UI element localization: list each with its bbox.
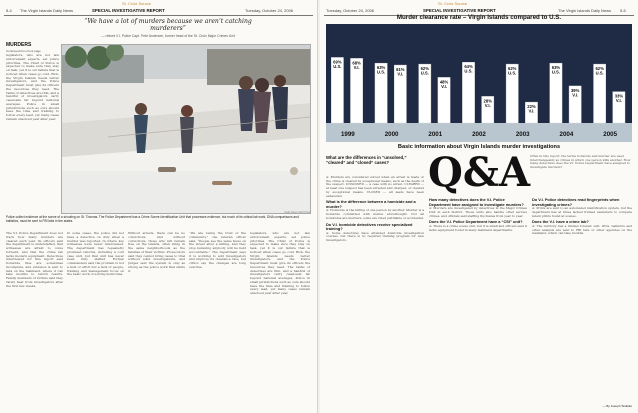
qa-answer-2: A: Homicide is the killing of one person by another. Murder is a homicide committed with malice aforethought. Not all homicides are murders; some are ruled justifiable or accidental. xyxy=(326,208,424,220)
story-column-1: legislators, who are not law enforcement experts, set police priorities. The Chief of Police is expected to make sure they stay on task, yet it is our failure that is noticed when cases go cold. Rick, the Virgin Islands needs better investigators, and the Police Department must give its officers the resources they need. The ranks of detectives are thin, and a handful of investigators carry caseloads far beyond national averages. Police in small jurisdictions such as ours should have the time and training to follow every lead, yet many cases remain unsolved year after year. xyxy=(6,54,59,121)
story-column-3: In some cases, the police did not have a detective on duty when a murder was reported. In others, key witnesses were never interviewed. The department has repeatedly promised reforms, including a cold case unit, but that unit has never been fully staffed. Former commanders said the problem is not a lack of effort but a lack of people, training and management focus on the basic work of solving homicides. xyxy=(67,232,124,277)
data-label-vi-2004: 39% xyxy=(570,87,580,93)
qa-answer-1: A: Murders are considered solved when an arrest is made or the crime is cleared by exceptional means, such as the death of the suspect. UNSOLVED — a case with no arrest. CLEARED — at least one suspect has been arrested and charged, or cleared by exceptional means. CLOSED — all leads have been exhausted. xyxy=(326,176,424,198)
qa-answer-3: A: Murders are investigated by detectives in the Major Crimes Unit in each district. Those units also handle other serious crimes, and officials said staffing fluctuates from year to year. xyxy=(429,206,527,218)
info-section-title: Basic information about Virgin Islands murder investigations xyxy=(397,144,561,150)
data-label-vi-2001: 48% xyxy=(439,79,449,85)
story-column-6: legislators, who are not law enforcement experts, set police priorities. The Chief of Police is expected to make sure they stay on task, yet it is our failure that is noticed when cases go cold. Rick, the Virgin Islands needs better investigators, and the Police Department must give its officers the resources they need. The ranks of detectives are thin, and a handful of investigators carry caseloads far beyond national averages. Police in small jurisdictions such as ours should have the time and training to follow every lead, yet many cases remain unsolved year after year. xyxy=(250,232,310,295)
qa-answer-5: A: Prints are sent to an automated identification system, but the department has at times lacked trained examiners to compare latent prints found at scenes. xyxy=(532,206,632,218)
qa-question-3: How many detectives does the V.I. Police Department have assigned to investigate murders? xyxy=(429,197,524,207)
qa-column-1 xyxy=(326,176,424,408)
qa-intro-question: What are the differences in “unsolved,” “cleared” and “closed” cases? xyxy=(326,155,407,165)
data-label-vi-1999: 68% xyxy=(352,60,361,66)
qa-question-6: Does the V.I. Police Department have a “CSI” unit? xyxy=(429,219,523,225)
left-date: Tuesday, October 24, 2006 xyxy=(245,8,294,13)
qa-answer-7: A: Some detectives have attended homicide investigation courses, but there is no required training program for new investigators. xyxy=(326,230,424,243)
data-label-us-series-1999: U.S. xyxy=(333,63,342,69)
qa-column-2 xyxy=(429,196,527,408)
right-date: Tuesday, October 24, 2006 xyxy=(326,8,375,13)
left-section-title: SPECIAL INVESTIGATIVE REPORT xyxy=(92,8,165,13)
story-column-4: Without arrests, there can be no convictions. And without convictions, those who kill remain free on the islands, often living in the same neighborhoods as the families of their victims. Prosecutors said they cannot bring cases to trial without solid investigations, and judges said the system is only as strong as the police work that starts it. xyxy=(128,232,185,273)
photo-caption: Police collect evidence at the scene of a shooting on St. Thomas. The Police Department has a Crime Scene Identification Unit that processes evidence, but much of its critical lab work, DNA comparisons and ballistics, must be sent to FBI labs in the states. xyxy=(6,215,299,223)
qa-answer-6: A: There is a crime scene unit, but it is small and officers said it lacks equipment found in many mainland departments. xyxy=(429,223,527,232)
right-publication: The Virgin Islands Daily News xyxy=(558,8,612,13)
crime-scene-photo-graphic xyxy=(62,45,311,214)
story-kicker-sub: Continued from front page xyxy=(6,49,41,53)
data-label-vi-2002: 28% xyxy=(483,98,492,104)
left-publication: The Virgin Islands Daily News xyxy=(20,8,74,13)
qa-question-5: Do V.I. Police detectives read fingerprints when investigating crimes? xyxy=(532,197,620,207)
right-masthead-logo: St. Croix Source xyxy=(438,1,468,6)
qa-answer-4: A: The territory has a limited forensic unit. DNA, ballistics and other analysis are sent to FBI labs or other agencies on the mainland, which can take months. xyxy=(532,223,632,236)
data-label-us-2003: 62% xyxy=(508,66,517,72)
data-label-vi-2003: 22% xyxy=(527,104,536,110)
data-label-us-2005: 62% xyxy=(595,66,604,72)
clearance-rate-chart xyxy=(326,24,632,142)
data-label-vi-series-1999: V.I. xyxy=(353,64,360,70)
data-label-us-2000: 63% xyxy=(376,65,386,71)
x-tick-2003: 2003 xyxy=(515,131,530,138)
left-folio: 5-4 xyxy=(6,8,12,13)
story-kicker: MURDERS xyxy=(6,42,32,48)
x-tick-2005: 2005 xyxy=(603,131,618,138)
data-label-vi-2005: 33% xyxy=(614,93,624,99)
data-label-vi-series-2003: V.I. xyxy=(528,108,535,114)
qa-question-4: Does the V.I. have a crime lab? xyxy=(532,219,589,225)
story-column-5: “We are losing the trust of the community,” one veteran officer said. “People see the same faces on the street after a killing, and they stop believing anybody will be held accountable.” The department says it is working to add investigators and improve its clearance rate, but critics say the changes are long overdue. xyxy=(189,232,246,269)
data-label-us-2002: 64% xyxy=(464,64,473,70)
data-label-vi-2000: 61% xyxy=(396,67,405,73)
data-label-us-series-2002: U.S. xyxy=(464,68,473,74)
left-header-rule xyxy=(4,15,313,16)
x-tick-2004: 2004 xyxy=(559,131,574,138)
data-label-us-2001: 62% xyxy=(420,66,429,72)
data-label-us-1999: 69% xyxy=(333,59,342,65)
x-tick-2002: 2002 xyxy=(472,131,486,138)
data-label-us-series-2001: U.S. xyxy=(420,70,429,76)
qa-question-7: Do V.I. homicide detectives receive specialized training? xyxy=(326,221,413,232)
crime-scene-photo xyxy=(61,44,311,214)
right-section-title: SPECIAL INVESTIGATIVE REPORT xyxy=(423,8,496,13)
qa-right-intro: Often in this report, the terms homicide and murder are used interchangeably as crimes in which one person kills another. How many detectives does the V.I. Police Department have assigned to investigate murders? xyxy=(530,154,631,170)
qa-logo: Q&A xyxy=(428,149,530,196)
right-page xyxy=(320,0,638,413)
data-label-us-2004: 63% xyxy=(551,65,561,71)
chart-title: Murder clearance rate – Virgin Islands compared to U.S. xyxy=(396,14,562,21)
qa-question-2: What is the difference between a homicide and a murder? xyxy=(326,199,416,209)
data-label-us-series-2000: U.S. xyxy=(377,69,386,75)
data-label-us-series-2004: U.S. xyxy=(551,69,561,75)
data-label-vi-series-2005: V.I. xyxy=(615,98,622,104)
photo-credit: Daily News Staff Photo xyxy=(284,211,311,214)
data-label-vi-series-2002: V.I. xyxy=(484,102,491,108)
data-label-vi-series-2004: V.I. xyxy=(572,92,579,98)
left-masthead-logo: St. Croix Source xyxy=(122,1,152,6)
left-page xyxy=(0,0,318,413)
data-label-vi-series-2000: V.I. xyxy=(397,71,404,77)
pull-quote xyxy=(70,18,266,40)
x-tick-2001: 2001 xyxy=(428,131,443,138)
byline: — By Joseph Tsidulko xyxy=(602,404,632,408)
data-label-us-series-2003: U.S. xyxy=(508,70,517,76)
qa-column-3 xyxy=(532,196,632,402)
story-column-2: The V.I. Police Department does not track how many murders are cleared each year. Its officers said the department is understaffed, that witnesses are afraid to come forward, and that the crime lab lacks modern equipment. Detectives interviewed for this report said homicide files are sometimes incomplete, and evidence is sent to labs on the mainland, where it can take months to return results. Family members of victims said they rarely hear from investigators after the first few weeks. xyxy=(6,232,63,288)
x-tick-1999: 1999 xyxy=(340,131,355,138)
data-label-vi-series-2001: V.I. xyxy=(441,83,447,89)
data-label-us-series-2005: U.S. xyxy=(595,70,604,76)
x-tick-2000: 2000 xyxy=(384,131,399,138)
pull-quote-attribution: — retired V.I. Police Capt. Pete Andersen, former head of the St. Croix Major Crimes Unit xyxy=(101,34,235,38)
pull-quote-text: “We have a lot of murders because we aren’t catching murderers” xyxy=(84,18,252,32)
right-folio: 5-5 xyxy=(620,8,626,13)
